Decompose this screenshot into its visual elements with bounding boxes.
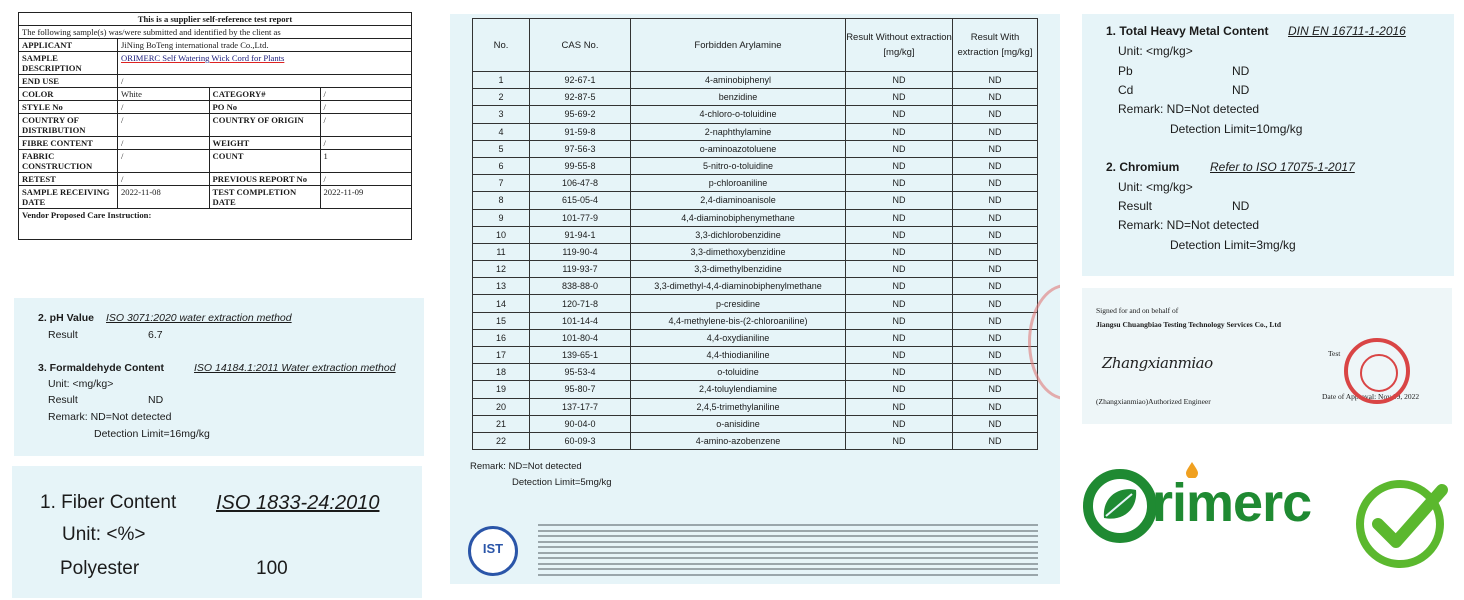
field-label: FABRIC CONSTRUCTION (19, 150, 118, 173)
result-with-extraction: ND (953, 347, 1038, 364)
cas-number: 97-56-3 (530, 140, 631, 157)
ph-standard: ISO 3071:2020 water extraction method (106, 312, 292, 324)
report-header-panel (14, 8, 416, 292)
cas-number: 95-53-4 (530, 364, 631, 381)
row-number: 13 (473, 278, 530, 295)
cas-number: 95-80-7 (530, 381, 631, 398)
cas-number: 119-90-4 (530, 243, 631, 260)
fiber-value: 100 (256, 558, 288, 579)
logo-text: rimerc (1152, 473, 1312, 533)
table-row (473, 432, 1038, 449)
chromium-unit: Unit: <mg/kg> (1118, 180, 1193, 194)
arylamine-name: p-chloroaniline (631, 175, 846, 192)
cas-number: 139-65-1 (530, 347, 631, 364)
row-number: 17 (473, 347, 530, 364)
column-header: Result With extraction [mg/kg] (953, 19, 1038, 72)
cas-number: 101-77-9 (530, 209, 631, 226)
result-with-extraction: ND (953, 278, 1038, 295)
column-header: Forbidden Arylamine (631, 19, 846, 72)
cas-number: 120-71-8 (530, 295, 631, 312)
sample-description-value (118, 52, 412, 75)
result-without-extraction: ND (846, 415, 953, 432)
field-label: COLOR (19, 88, 118, 101)
end-use-label: END USE (19, 75, 118, 88)
result-with-extraction: ND (953, 226, 1038, 243)
cas-number: 99-55-8 (530, 157, 631, 174)
cas-number: 101-14-4 (530, 312, 631, 329)
chromium-result-label: Result (1118, 199, 1153, 213)
result-with-extraction: ND (953, 312, 1038, 329)
arylamine-name: 2,4,5-trimethylaniline (631, 398, 846, 415)
table-row (19, 186, 412, 209)
arylamine-table-body (473, 72, 1038, 450)
cas-number: 615-05-4 (530, 192, 631, 209)
result-with-extraction: ND (953, 72, 1038, 89)
cas-number: 119-93-7 (530, 261, 631, 278)
table-row (473, 312, 1038, 329)
arylamine-name: o-aminoazotoluene (631, 140, 846, 157)
ph-formaldehyde-panel (14, 298, 424, 456)
table-row (473, 209, 1038, 226)
arylamine-name: 4-chloro-o-toluidine (631, 106, 846, 123)
company-name: Jiangsu Chuangbiao Testing Technology Services Co., Ltd (1096, 320, 1282, 329)
result-without-extraction: ND (846, 261, 953, 278)
cas-number: 137-17-7 (530, 398, 631, 415)
field-value: / (118, 173, 210, 186)
result-with-extraction: ND (953, 140, 1038, 157)
element-label: Cd (1118, 83, 1134, 97)
heavy-metal-standard: DIN EN 16711-1-2016 (1288, 24, 1406, 38)
fiber-material: Polyester (60, 558, 140, 579)
table-row (473, 364, 1038, 381)
result-without-extraction: ND (846, 295, 953, 312)
result-without-extraction: ND (846, 243, 953, 260)
element-value: ND (1232, 64, 1250, 78)
row-number: 15 (473, 312, 530, 329)
result-with-extraction: ND (953, 209, 1038, 226)
result-without-extraction: ND (846, 347, 953, 364)
result-with-extraction: ND (953, 243, 1038, 260)
row-number: 6 (473, 157, 530, 174)
table-row (19, 173, 412, 186)
arylamine-name: 4-amino-azobenzene (631, 432, 846, 449)
cas-number: 91-59-8 (530, 123, 631, 140)
row-number: 4 (473, 123, 530, 140)
arylamine-name: 4,4-diaminobiphenymethane (631, 209, 846, 226)
element-label: Pb (1118, 64, 1133, 78)
heavy-metal-panel (1082, 14, 1454, 276)
field-value: / (320, 114, 412, 137)
result-without-extraction: ND (846, 175, 953, 192)
row-number: 16 (473, 329, 530, 346)
fiber-standard: ISO 1833-24:2010 (216, 492, 380, 514)
field-value: / (118, 101, 210, 114)
sample-description-text: ORIMERC Self Watering Wick Cord for Plants (121, 53, 285, 63)
field-label: COUNTRY OF ORIGIN (209, 114, 320, 137)
row-number: 12 (473, 261, 530, 278)
field-value: / (320, 101, 412, 114)
fiber-content-panel (12, 466, 422, 598)
orimerc-logo (1080, 458, 1460, 588)
arylamine-name: 3,3-dimethyl-4,4-diaminobiphenylmethane (631, 278, 846, 295)
report-intro: The following sample(s) was/were submitted and identified by the client as (19, 26, 412, 39)
table-row (473, 123, 1038, 140)
result-with-extraction: ND (953, 381, 1038, 398)
care-instruction: Vendor Proposed Care Instruction: (19, 209, 412, 240)
result-without-extraction: ND (846, 432, 953, 449)
result-with-extraction: ND (953, 192, 1038, 209)
result-with-extraction: ND (953, 415, 1038, 432)
row-number: 18 (473, 364, 530, 381)
result-without-extraction: ND (846, 312, 953, 329)
chromium-remark: Remark: ND=Not detected (1118, 218, 1260, 232)
result-without-extraction: ND (846, 364, 953, 381)
arylamine-name: 2-naphthylamine (631, 123, 846, 140)
authorized-engineer: (Zhangxianmiao)Authorized Engineer (1096, 397, 1211, 406)
result-with-extraction: ND (953, 157, 1038, 174)
row-number: 8 (473, 192, 530, 209)
field-value: 2022-11-08 (118, 186, 210, 209)
chromium-standard: Refer to ISO 17075-1-2017 (1210, 160, 1355, 174)
result-without-extraction: ND (846, 106, 953, 123)
field-value: / (320, 137, 412, 150)
result-with-extraction: ND (953, 106, 1038, 123)
fine-print (538, 524, 1038, 582)
field-value: / (118, 150, 210, 173)
result-with-extraction: ND (953, 89, 1038, 106)
report-title: This is a supplier self-reference test report (19, 13, 412, 26)
column-header: Result Without extraction [mg/kg] (846, 19, 953, 72)
result-with-extraction: ND (953, 432, 1038, 449)
formaldehyde-result-value: ND (148, 394, 164, 406)
result-without-extraction: ND (846, 72, 953, 89)
row-number: 3 (473, 106, 530, 123)
arylamine-name: 2,4-diaminoanisole (631, 192, 846, 209)
result-without-extraction: ND (846, 226, 953, 243)
table-row (473, 226, 1038, 243)
row-number: 7 (473, 175, 530, 192)
result-without-extraction: ND (846, 89, 953, 106)
field-value: 2022-11-09 (320, 186, 412, 209)
row-number: 20 (473, 398, 530, 415)
signature-image: Zhangxianmiao (1102, 354, 1213, 372)
report-header-table (18, 12, 412, 240)
chromium-limit: Detection Limit=3mg/kg (1170, 238, 1296, 252)
arylamine-name: 4,4-methylene-bis-(2-chloroaniline) (631, 312, 846, 329)
arylamine-name: p-cresidine (631, 295, 846, 312)
table-row (473, 192, 1038, 209)
table-row (473, 295, 1038, 312)
heavy-metal-remark: Remark: ND=Not detected (1118, 102, 1260, 116)
table-row (473, 278, 1038, 295)
arylamine-name: 3,3-dichlorobenzidine (631, 226, 846, 243)
arylamine-name: 2,4-toluylendiamine (631, 381, 846, 398)
arylamine-name: benzidine (631, 89, 846, 106)
result-without-extraction: ND (846, 140, 953, 157)
formaldehyde-limit: Detection Limit=16mg/kg (94, 428, 210, 440)
arylamine-name: 3,3-dimethylbenzidine (631, 261, 846, 278)
column-header: No. (473, 19, 530, 72)
fiber-heading: 1. Fiber Content (40, 492, 177, 513)
table-header-row (473, 19, 1038, 72)
table-row (473, 157, 1038, 174)
arylamine-table (472, 18, 1038, 450)
arylamine-name: 4-aminobiphenyl (631, 72, 846, 89)
result-with-extraction: ND (953, 329, 1038, 346)
table-row (19, 88, 412, 101)
result-without-extraction: ND (846, 209, 953, 226)
row-number: 19 (473, 381, 530, 398)
cas-number: 92-67-1 (530, 72, 631, 89)
table-row (473, 261, 1038, 278)
test-label: Test (1328, 349, 1341, 358)
leaf-o-icon (1080, 466, 1160, 546)
cas-number: 92-87-5 (530, 89, 631, 106)
field-label: CATEGORY# (209, 88, 320, 101)
applicant-value: JiNing BoTeng international trade Co.,Ltd. (118, 39, 412, 52)
result-without-extraction: ND (846, 192, 953, 209)
table-row (473, 89, 1038, 106)
arylamine-name: 4,4-thiodianiline (631, 347, 846, 364)
chromium-result-value: ND (1232, 199, 1250, 213)
field-label: FIBRE CONTENT (19, 137, 118, 150)
result-with-extraction: ND (953, 261, 1038, 278)
arylamine-name: 5-nitro-o-toluidine (631, 157, 846, 174)
result-without-extraction: ND (846, 398, 953, 415)
row-number: 21 (473, 415, 530, 432)
element-value: ND (1232, 83, 1250, 97)
ist-seal-icon: IST (468, 526, 518, 576)
row-number: 14 (473, 295, 530, 312)
field-label: TEST COMPLETION DATE (209, 186, 320, 209)
field-label: SAMPLE RECEIVING DATE (19, 186, 118, 209)
cas-number: 60-09-3 (530, 432, 631, 449)
row-number: 5 (473, 140, 530, 157)
field-label: PO No (209, 101, 320, 114)
result-without-extraction: ND (846, 329, 953, 346)
formaldehyde-result-label: Result (48, 394, 78, 406)
field-value: / (320, 173, 412, 186)
arylamine-name: o-toluidine (631, 364, 846, 381)
table-row (19, 101, 412, 114)
table-row (473, 106, 1038, 123)
field-value: / (118, 114, 210, 137)
cas-number: 90-04-0 (530, 415, 631, 432)
arylamine-panel (450, 14, 1060, 584)
row-number: 11 (473, 243, 530, 260)
fiber-unit: Unit: <%> (62, 524, 146, 545)
field-label: WEIGHT (209, 137, 320, 150)
formaldehyde-remark: Remark: ND=Not detected (48, 411, 172, 423)
applicant-label: APPLICANT (19, 39, 118, 52)
row-number: 10 (473, 226, 530, 243)
table-row (473, 329, 1038, 346)
table-row (473, 347, 1038, 364)
cas-number: 101-80-4 (530, 329, 631, 346)
arylamine-name: 3,3-dimethoxybenzidine (631, 243, 846, 260)
field-label: RETEST (19, 173, 118, 186)
cas-number: 838-88-0 (530, 278, 631, 295)
formaldehyde-heading: 3. Formaldehyde Content (38, 362, 165, 374)
formaldehyde-standard: ISO 14184.1:2011 Water extraction method (194, 362, 396, 374)
result-with-extraction: ND (953, 398, 1038, 415)
result-without-extraction: ND (846, 381, 953, 398)
arylamine-remark: Remark: ND=Not detected (470, 461, 582, 472)
cas-number: 91-94-1 (530, 226, 631, 243)
row-number: 9 (473, 209, 530, 226)
result-without-extraction: ND (846, 278, 953, 295)
row-number: 22 (473, 432, 530, 449)
sample-description-label: SAMPLE DESCRIPTION (19, 52, 118, 75)
ph-heading: 2. pH Value (38, 312, 95, 324)
result-without-extraction: ND (846, 157, 953, 174)
signed-on-behalf: Signed for and on behalf of (1096, 306, 1179, 315)
field-value: White (118, 88, 210, 101)
formaldehyde-unit: Unit: <mg/kg> (48, 378, 114, 390)
cas-number: 106-47-8 (530, 175, 631, 192)
check-circle-icon (1350, 470, 1454, 574)
table-row (473, 140, 1038, 157)
table-row (473, 243, 1038, 260)
ph-result-value: 6.7 (148, 329, 163, 341)
chromium-heading: 2. Chromium (1106, 160, 1180, 174)
table-row (19, 150, 412, 173)
ph-result-label: Result (48, 329, 78, 341)
row-number: 2 (473, 89, 530, 106)
arylamine-limit: Detection Limit=5mg/kg (512, 477, 612, 488)
field-label: COUNTRY OF DISTRIBUTION (19, 114, 118, 137)
table-row (473, 415, 1038, 432)
column-header: CAS No. (530, 19, 631, 72)
result-with-extraction: ND (953, 175, 1038, 192)
arylamine-name: o-anisidine (631, 415, 846, 432)
table-row (19, 114, 412, 137)
table-row (473, 175, 1038, 192)
field-label: STYLE No (19, 101, 118, 114)
field-label: COUNT (209, 150, 320, 173)
field-label: PREVIOUS REPORT No (209, 173, 320, 186)
result-with-extraction: ND (953, 364, 1038, 381)
signature-panel (1082, 288, 1452, 424)
table-row (473, 381, 1038, 398)
field-value: 1 (320, 150, 412, 173)
end-use-value: / (118, 75, 412, 88)
field-value: / (320, 88, 412, 101)
approval-date: Date of Approval: Nov 09, 2022 (1322, 392, 1420, 401)
field-value: / (118, 137, 210, 150)
table-row (19, 137, 412, 150)
table-row (473, 398, 1038, 415)
company-seal-icon (1344, 338, 1410, 404)
heavy-metal-limit: Detection Limit=10mg/kg (1170, 122, 1303, 136)
result-without-extraction: ND (846, 123, 953, 140)
result-with-extraction: ND (953, 295, 1038, 312)
heavy-metal-unit: Unit: <mg/kg> (1118, 44, 1193, 58)
result-with-extraction: ND (953, 123, 1038, 140)
table-row (473, 72, 1038, 89)
row-number: 1 (473, 72, 530, 89)
cas-number: 95-69-2 (530, 106, 631, 123)
heavy-metal-heading: 1. Total Heavy Metal Content (1106, 24, 1269, 38)
arylamine-name: 4,4-oxydianiline (631, 329, 846, 346)
